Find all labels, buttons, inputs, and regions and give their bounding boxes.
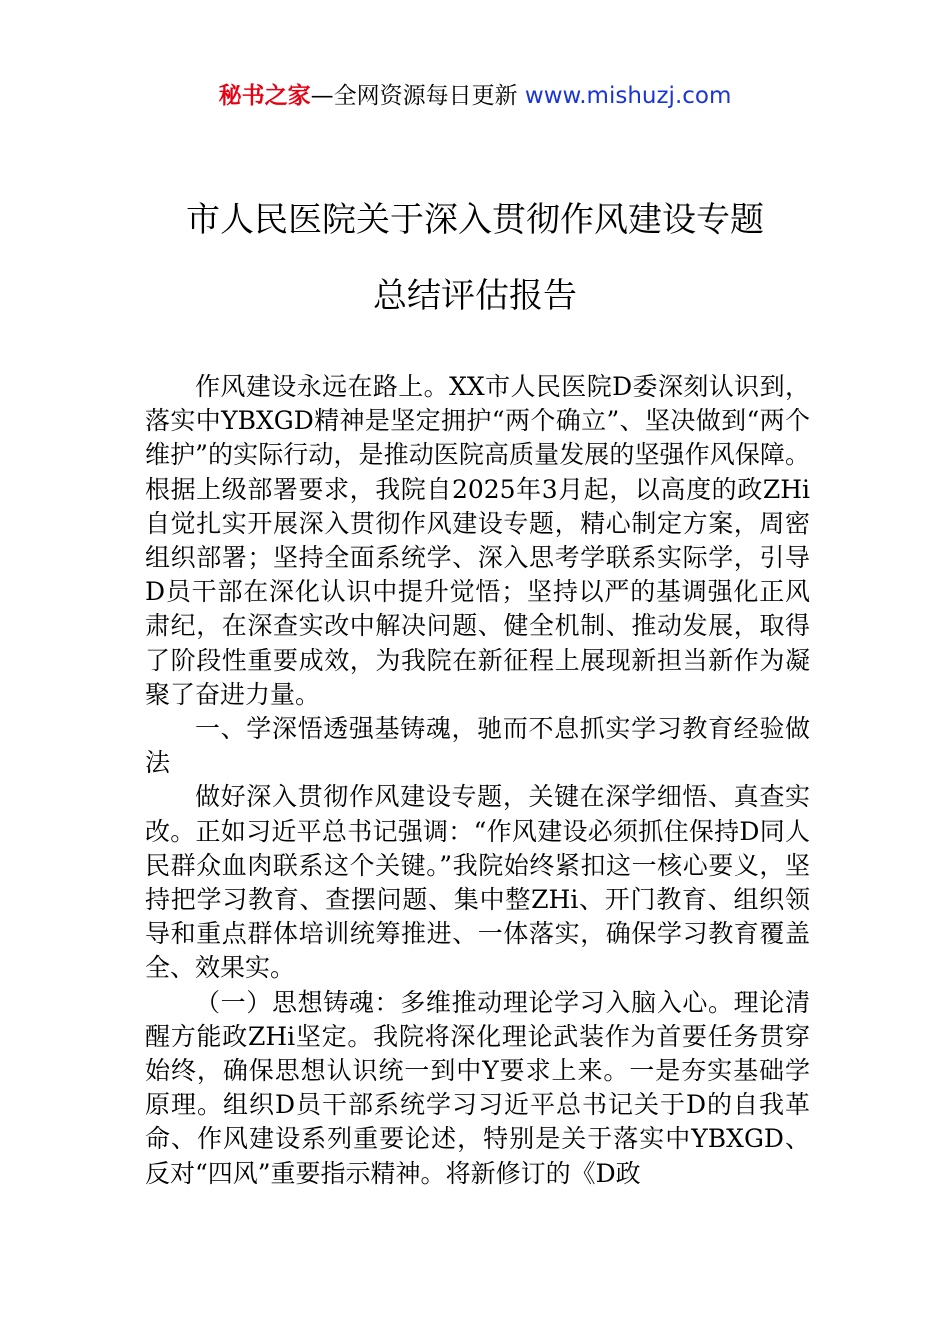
site-brand: 秘书之家 — [218, 83, 311, 109]
title-line-1: 市人民医院关于深入贯彻作风建设专题 — [186, 200, 764, 240]
site-header — [0, 80, 950, 112]
paragraph-section-1: 做好深入贯彻作风建设专题，关键在深学细悟、真查实改。正如习近平总书记强调：“作风建设必须抓住保持D同人民群众血肉联系这个关键。”我院始终紧扣这一核心要义，坚持把学习教育、查摆问题、集中整ZHi、开门教育、组织领导和重点群体培训统筹推进、一体落实，确保学习教育覆盖全、效果实。 — [145, 782, 810, 983]
paragraph-intro: 作风建设永远在路上。XX市人民医院D委深刻认识到，落实中YBXGD精神是坚定拥护“两个确立”、坚决做到“两个维护”的实际行动，是推动医院高质量发展的坚强作风保障。根据上级部署要求，我院自2025年3月起，以高度的政ZHi自觉扎实开展深入贯彻作风建设专题，精心制定方案，周密组织部署；坚持全面系统学、深入思考学联系实际学，引导D员干部在深化认识中提升觉悟；坚持以严的基调强化正风肃纪，在深查实改中解决问题、健全机制、推动发展，取得了阶段性重要成效，为我院在新征程上展现新担当新作为凝聚了奋进力量。 — [145, 372, 810, 709]
section-heading-1: 一、学深悟透强基铸魂，驰而不息抓实学习教育经验做法 — [145, 714, 810, 778]
title-line-2: 总结评估报告 — [373, 276, 577, 316]
site-url-link[interactable]: www.mishuzj.com — [524, 83, 732, 109]
paragraph-subsection-1: （一）思想铸魂：多维推动理论学习入脑入心。理论清醒方能政ZHi坚定。我院将深化理论武装作为首要任务贯穿始终，确保思想认识统一到中Y要求上来。一是夯实基础学原理。组织D员干部系统学习习近平总书记关于D的自我革命、作风建设系列重要论述，特别是关于落实中YBXGD、反对“四风”重要指示精神。将新修订的《D政 — [145, 987, 810, 1188]
document-body — [145, 370, 810, 1191]
document-title — [100, 182, 850, 334]
site-tagline: —全网资源每日更新 — [310, 83, 525, 109]
